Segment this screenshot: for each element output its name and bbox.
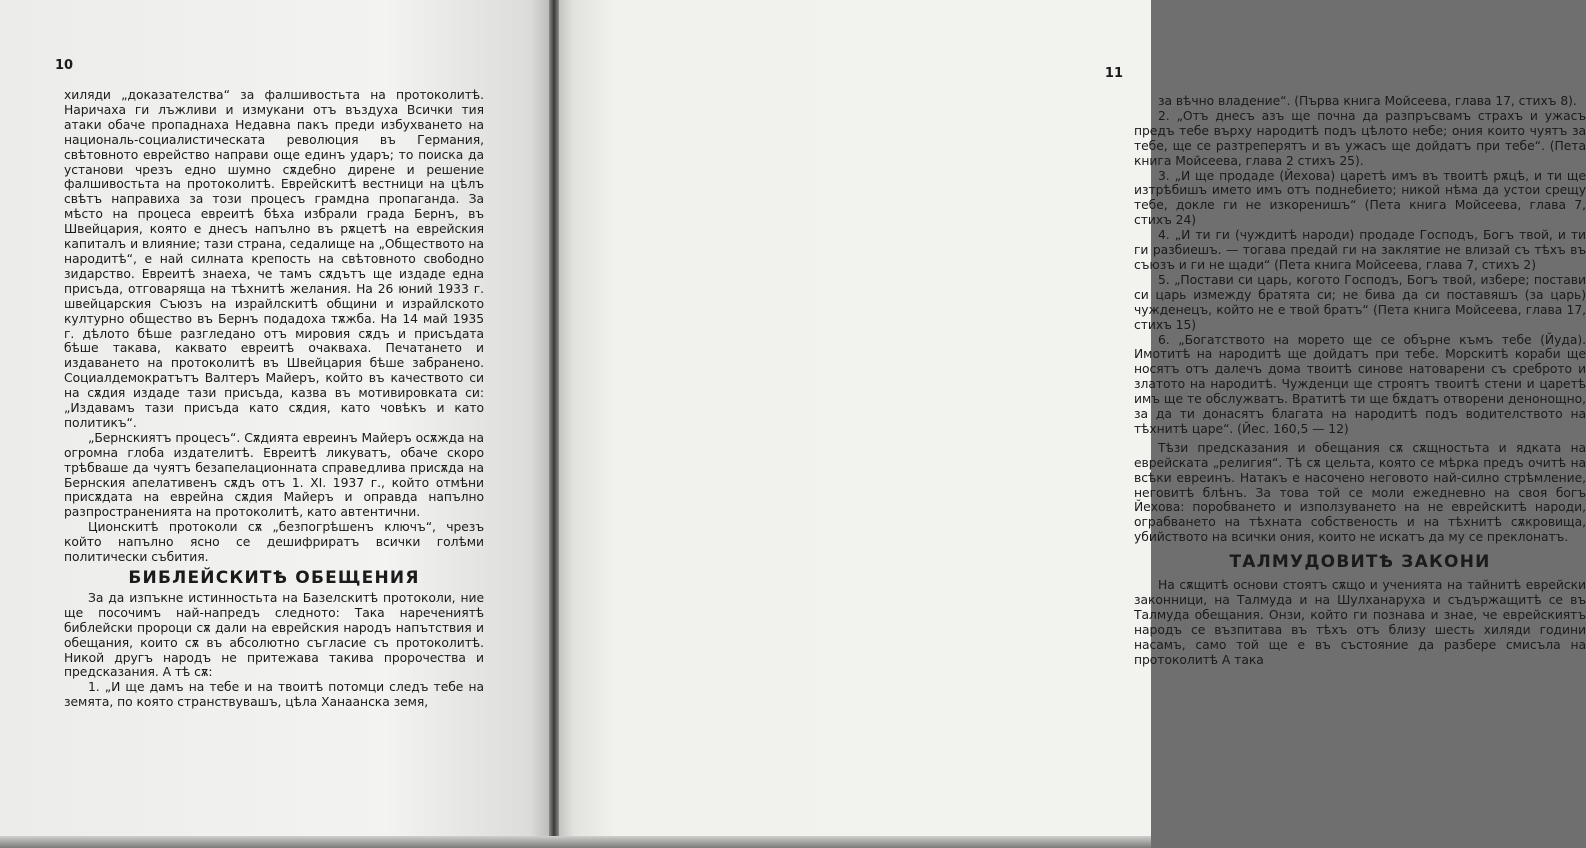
right-text-column <box>1134 94 1586 668</box>
paragraph-promise-5: 5. „Постави си царь, когото Господъ, Богъ твой, избере; постави си царь измежду братята си; не бива да си поставяшъ (за царь) чужденецъ, който не е твой братъ“ (Пета книга Мойсеева, глава 17, стихъ 15) <box>1134 272 1586 332</box>
paragraph-talmud: На сѫщитѣ основи стоятъ сѫщо и ученията на тайнитѣ еврейски законници, на Талмуда и на Шулханаруха и съдържащитѣ се въ Талмуда обещания. Онзи, който ги познава и знае, че еврейскиятъ народъ се възпитава въ тѣхъ отъ близу шесть хиляди години насамъ, само той ще е въ състояние да разбере смисъла на протоколитѣ А така <box>1134 578 1586 667</box>
book-gutter <box>549 0 559 848</box>
left-text-column <box>64 88 484 710</box>
right-page-number: 11 <box>1104 66 1123 81</box>
section-heading-biblical-promises: БИБЛЕЙСКИТѢ ОБЕЩЕНИЯ <box>128 568 420 588</box>
paragraph-intro: За да изпъкне истинностьта на Базелскитѣ протоколи, ние ще посочимъ най-напредъ следното: Така наречениятѣ библейски пророци сѫ дали на еврейския народъ напътствия и обещания, които сѫ въ абсолютно съгласие съ протоколитѣ. Никой другъ народъ не притежава такива пророчества и предсказания. А тѣ сѫ: <box>64 590 484 680</box>
paragraph-bern-trial: „Бернскиятъ процесъ“. Сѫдията евреинъ Майеръ осѫжда на огромна глоба издателитѣ. Евреитѣ ликуватъ, обаче скоро трѣбваше да чуятъ безапелационната справедлива присѫда на Бернския апелативенъ сѫдъ отъ 1. XI. 1937 г., който отмѣни присѫдата на еврейна сѫдия Майеръ и оправда напълно разпространенията на протоколитѣ, като автентични. <box>64 430 484 520</box>
paragraph-promise-1-continued: за вѣчно владение“. (Първа книга Мойсеева, глава 17, стихъ 8). <box>1158 94 1577 108</box>
paragraph-zion-protocols: Ционскитѣ протоколи сѫ „безпогрѣшенъ ключъ“, чрезъ който напълно ясно се дешифриратъ всички голѣми политически събития. <box>64 520 484 565</box>
paragraph-promise-6: 6. „Богатството на морето ще се обърне къмъ тебе (Йуда). Имотитѣ на народитѣ ще дойдатъ при тебе. Морскитѣ кораби ще носятъ отъ далечъ дома твоитѣ синове натоварени съ среброто и златото на народитѣ. Чужденци ще строятъ твоитѣ стени и царетѣ имъ ще те обслужватъ. Вратитѣ ти ще бѫдатъ отворени денонощно, за да ти донасятъ благата на народитѣ подъ водителството на тѣхнитѣ царе“. (Йес. 160,5 — 12) <box>1134 332 1586 436</box>
page-bottom-edge <box>0 836 1151 848</box>
right-page <box>556 0 1586 848</box>
paragraph-promise-2: 2. „Отъ днесъ азъ ще почна да разпръсвамъ страхъ и ужасъ предъ тебе върху народитѣ подъ цѣлото небе; ония които чуятъ за тебе, ще се разтреперятъ и въ ужасъ ще дойдатъ при тебе“. (Пета книга Мойсеева, глава 2 стихъ 25). <box>1134 108 1586 168</box>
left-page <box>0 0 552 848</box>
paragraph-promise-4: 4. „И ти ги (чуждитѣ народи) продаде Господъ, Богъ твой, и ти ги разбиешъ. — тогава предай ги на заклятие не влизай съ тѣхъ въ съюзъ и ги не щади“ (Пета книга Мойсеева, глава 7, стихъ 2) <box>1134 228 1586 272</box>
section-heading-talmud-laws: ТАЛМУДОВИТѢ ЗАКОНИ <box>1229 552 1491 573</box>
left-page-number: 10 <box>55 58 74 73</box>
paragraph-promise-3: 3. „И ще продаде (Йехова) царетѣ имъ въ твоитѣ рѫцѣ, и ти ще изтрѣбишъ името имъ отъ поднебието; никой нѣма да устои срещу тебе, докле ги не изкоренишъ“ (Пета книга Мойсеева, глава 7, стихъ 24) <box>1134 168 1586 228</box>
paragraph-summary: Тѣзи предсказания и обещания сѫ сѫщностьта и ядката на еврейската „религия“. Тѣ сѫ цельта, която се мѣрка предъ очитѣ на всѣки евреинъ. Натакъ е насочено неговото най-силно стрѣмление, неговитѣ блѣнъ. За това той се моли ежедневно на своя богъ Йехова: поробването и използуването на не еврейскитѣ народи, ограбването на тѣхната собственость и на тѣхнитѣ сѫкровища, убийството на всички ония, които не искатъ да му се преклонатъ. <box>1134 440 1586 545</box>
paragraph-promise-1: 1. „И ще дамъ на тебе и на твоитѣ потомци следъ тебе на земята, по която странствувашъ, цѣла Ханаанска земя, <box>64 680 484 710</box>
paragraph-continued: хиляди „доказателства“ за фалшивостьта на протоколитѣ. Наричаха ги лъжливи и измукани отъ въздуха Всички тия атаки обаче пропаднаха Недавна пакъ преди избухването на националь-социалистическата революция въ Германия, свѣтовното еврейство направи още единъ ударъ; то поиска да установи чрезъ едно шумно сѫдебно дирене и решение фалшивостьта на протоколитѣ. Еврейскитѣ вестници на цѣлъ свѣтъ направиха за този процесъ грамдна пропаганда. За мѣсто на процеса евреитѣ бѣха избрали града Бернъ, въ Швейцария, която е днесъ напълно въ рѫцетѣ на еврейския капиталъ и влияние; тази страна, седалище на „Обществото на народитѣ“, е най силната крепость на свѣтовното свободно зидарство. Евреитѣ знаеха, че тамъ сѫдътъ ще издаде една присъда, отговаряща на тѣхнитѣ желания. На 26 юний 1933 г. швейцарския Съюзъ на израйлскитѣ общини и израйлското културно общество въ Бернъ подадоха тѫжба. На 14 май 1935 г. дѣлото бѣше разгледано отъ мировия сѫдъ и присъдата бѣше такава, каквато евреитѣ очакваха. Печатането и издаването на протоколитѣ въ Швейцария бѣше забранено. Социалдемократътъ Валтеръ Майеръ, който въ качеството си на сѫдия издаде тази присъда, казва въ мотивировката си: „Издавамъ тази присъда като сѫдия, като човѣкъ и като политикъ“. <box>64 88 484 430</box>
